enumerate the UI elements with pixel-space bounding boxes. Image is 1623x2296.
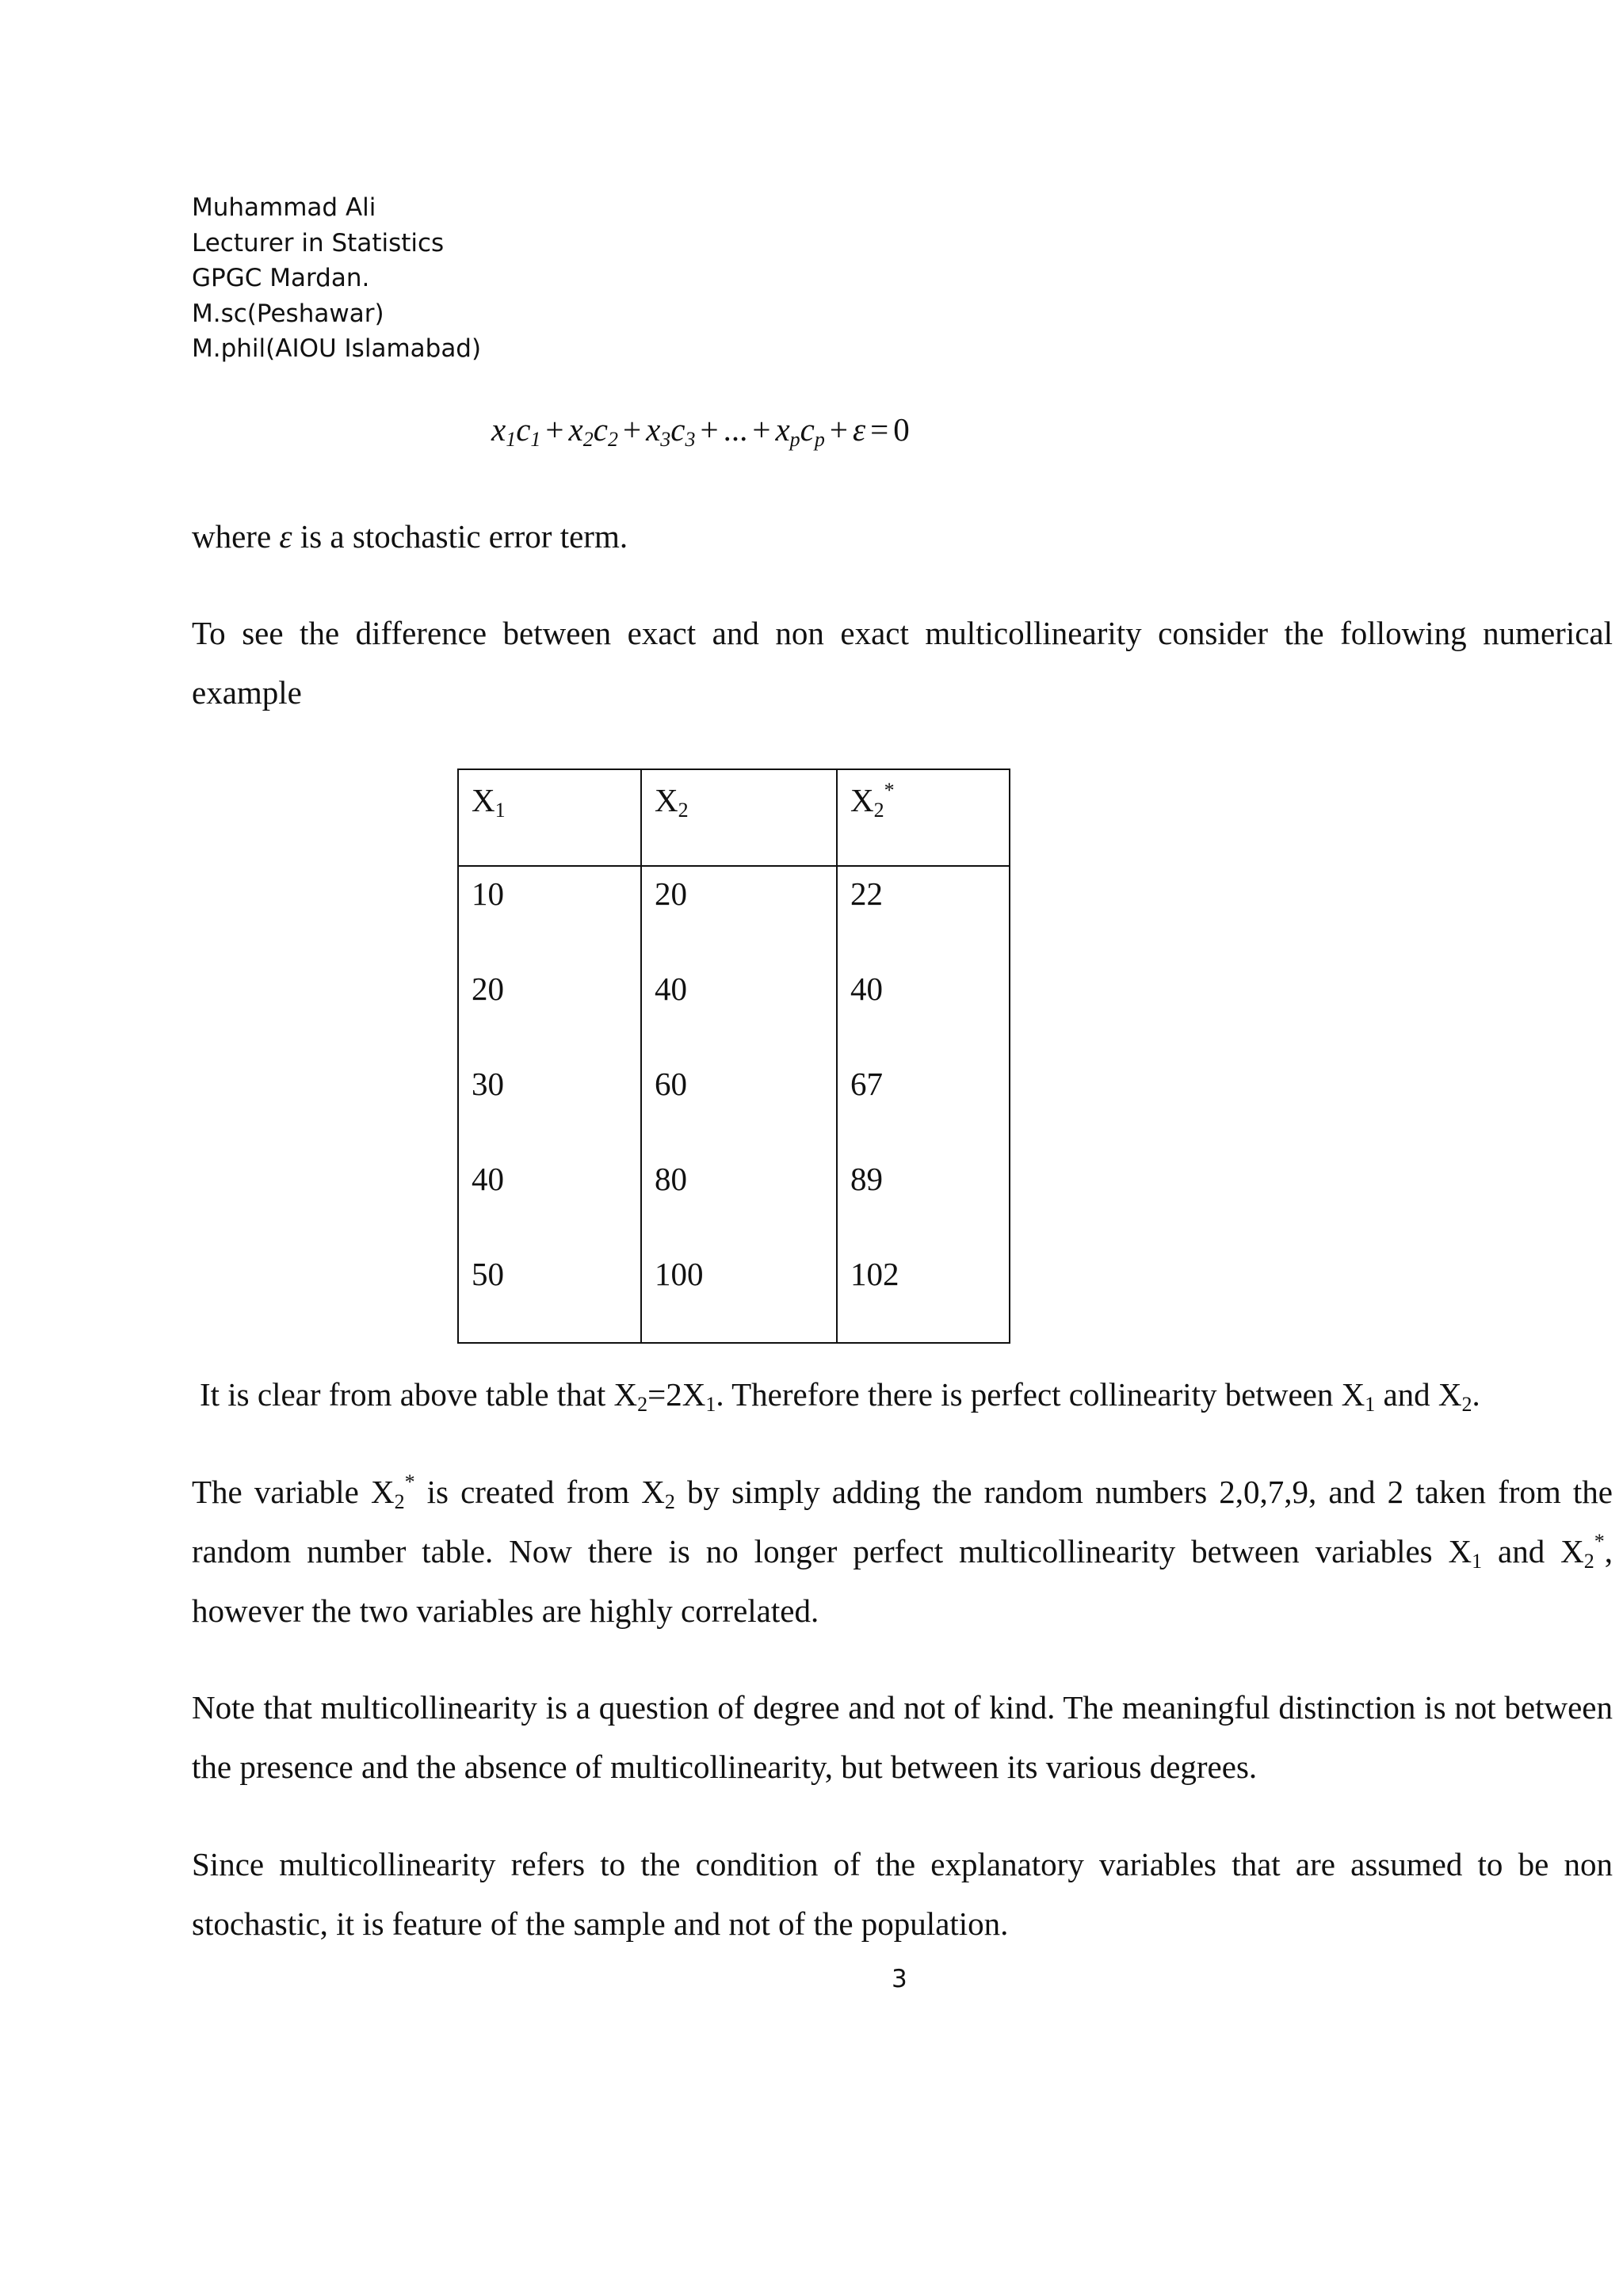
author-position: Lecturer in Statistics <box>192 228 445 257</box>
author-name: Muhammad Ali <box>192 193 376 222</box>
eq-term-2: $x_2c_2$ <box>568 411 618 451</box>
table-row <box>458 1057 1010 1152</box>
eq-plus: + <box>700 411 719 448</box>
table-cell: 89 <box>837 1152 1010 1247</box>
eq-rhs: 0 <box>893 411 910 448</box>
eq-equals: = <box>870 411 889 448</box>
eq-error-term: ε <box>853 411 866 448</box>
eq-ellipsis: ... <box>723 411 748 448</box>
sample-paragraph: Since multicollinearity refers to the condition of the explanatory variables that are assumed to be non stochastic, it is feature of the sample and not of the population. <box>192 1846 1613 1942</box>
author-block <box>192 190 481 367</box>
eq-plus: + <box>622 411 642 448</box>
author-college: GPGC Mardan. <box>192 264 370 292</box>
table-cell: 100 <box>641 1247 837 1343</box>
author-degree-mphil: M.phil(AIOU Islamabad) <box>192 334 482 363</box>
table-cell: 30 <box>458 1057 641 1152</box>
eq-plus: + <box>752 411 771 448</box>
eq-term-3: $x_3c_3$ <box>646 411 696 451</box>
table-cell: 50 <box>458 1247 641 1343</box>
table-cell: 40 <box>458 1152 641 1247</box>
table-cell: 67 <box>837 1057 1010 1152</box>
eq-plus: + <box>545 411 564 448</box>
intro-paragraph: To see the difference between exact and non exact multicollinearity consider the following numerical example <box>192 615 1613 711</box>
table-cell: 60 <box>641 1057 837 1152</box>
eq-plus: + <box>829 411 848 448</box>
table-row <box>458 866 1010 962</box>
table-header-row <box>458 769 1010 866</box>
table-row <box>458 1247 1010 1343</box>
table-cell: 40 <box>641 962 837 1057</box>
collinearity-statement: It is clear from above table that $X_2=2X_1$. Therefore there is perfect collinearity between $X_1$ and $X_2$. <box>200 1376 1480 1416</box>
table-row <box>458 1152 1010 1247</box>
degree-paragraph: Note that multicollinearity is a question of degree and not of kind. The meaningful distinction is not between the presence and the absence of multicollinearity, but between its various degrees. <box>192 1689 1613 1785</box>
table-cell: 40 <box>837 962 1010 1057</box>
table-row <box>458 962 1010 1057</box>
table-cell: 20 <box>641 866 837 962</box>
header-x2-star: $X_2^*$ <box>837 769 1010 866</box>
eq-term-1: $x_1c_1$ <box>491 411 541 451</box>
table-cell: 102 <box>837 1247 1010 1343</box>
eq-term-p: $x_pc_p$ <box>775 411 825 451</box>
table-cell: 80 <box>641 1152 837 1247</box>
equation <box>491 410 910 451</box>
variable-paragraph: The variable $X_2^*$ is created from $X_2$ by simply adding the random numbers 2,0,7,9, and 2 taken from the random number table. Now there is no longer perfect multicollinearity between variables $X_1$ and $X_2^*$, however the two variables are highly correlated. <box>192 1470 1613 1629</box>
author-degree-msc: M.sc(Peshawar) <box>192 299 384 328</box>
table-cell: 20 <box>458 962 641 1057</box>
page-number: 3 <box>892 1965 907 1993</box>
epsilon-symbol: ε <box>279 518 292 555</box>
table-cell: 22 <box>837 866 1010 962</box>
header-x1: $X_1$ <box>458 769 641 866</box>
where-line: where ε is a stochastic error term. <box>192 518 628 555</box>
header-x2: $X_2$ <box>641 769 837 866</box>
data-table <box>457 769 1010 1344</box>
table-cell: 10 <box>458 866 641 962</box>
